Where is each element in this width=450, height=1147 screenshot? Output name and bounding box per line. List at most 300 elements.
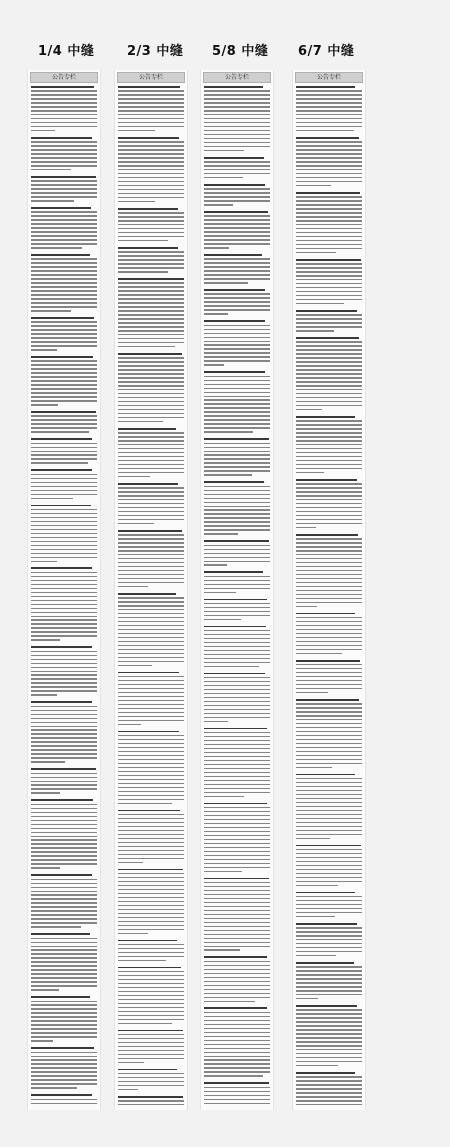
text-line	[118, 330, 184, 331]
text-line	[296, 1088, 362, 1089]
text-line	[296, 986, 362, 987]
text-line	[204, 509, 270, 510]
text-line	[31, 714, 97, 715]
text-line	[204, 1095, 270, 1096]
text-line	[204, 1028, 270, 1029]
text-line	[296, 275, 362, 276]
text-line	[118, 220, 184, 221]
text-line	[31, 306, 97, 307]
text-line	[296, 287, 362, 288]
text-line	[31, 176, 96, 178]
text-line	[296, 464, 362, 465]
text-line	[118, 507, 184, 508]
text-line	[31, 411, 96, 413]
text-line	[204, 1007, 267, 1009]
text-line	[296, 869, 362, 870]
text-line	[204, 411, 270, 412]
text-line	[204, 227, 270, 228]
text-line	[31, 1071, 97, 1072]
text-line	[296, 303, 344, 304]
text-line	[296, 1005, 357, 1007]
text-line	[204, 443, 270, 444]
text-line	[296, 606, 317, 607]
text-line	[118, 487, 184, 488]
text-line	[118, 653, 184, 654]
text-line	[204, 329, 270, 330]
text-line	[31, 474, 97, 475]
text-line	[296, 802, 362, 803]
text-line	[204, 1048, 270, 1049]
text-line	[31, 965, 97, 966]
text-line	[296, 165, 362, 166]
text-line	[204, 447, 270, 448]
text-line	[296, 204, 362, 205]
text-line	[204, 859, 270, 860]
text-line	[118, 137, 179, 139]
text-line	[31, 227, 97, 228]
text-line	[31, 580, 97, 581]
text-line	[31, 1024, 97, 1025]
text-line	[31, 451, 97, 452]
text-line	[31, 356, 93, 358]
text-line	[118, 114, 184, 115]
text-line	[204, 748, 270, 749]
text-line	[204, 114, 270, 115]
text-line	[31, 933, 90, 935]
text-line	[31, 832, 97, 833]
text-line	[204, 902, 270, 903]
text-line	[296, 916, 335, 917]
text-line	[296, 1057, 362, 1058]
text-line	[296, 216, 362, 217]
text-line	[204, 403, 270, 404]
text-line	[204, 843, 270, 844]
text-line	[118, 578, 184, 579]
text-line	[31, 498, 73, 499]
text-line	[118, 110, 184, 111]
text-line	[31, 341, 97, 342]
text-line	[296, 401, 362, 402]
text-line	[296, 310, 357, 312]
text-line	[31, 458, 97, 459]
text-line	[31, 820, 97, 821]
text-line	[296, 1104, 362, 1105]
text-line	[204, 1071, 270, 1072]
text-line	[31, 1040, 53, 1041]
text-line	[118, 716, 184, 717]
text-line	[118, 373, 184, 374]
text-line	[204, 376, 270, 377]
text-line	[204, 642, 270, 643]
text-line	[296, 998, 318, 999]
text-line	[204, 360, 270, 361]
text-line	[204, 654, 270, 655]
text-line	[204, 352, 270, 353]
text-line	[118, 601, 184, 602]
text-line	[204, 278, 270, 279]
text-line	[296, 727, 362, 728]
text-line	[31, 847, 97, 848]
text-line	[118, 1104, 184, 1105]
text-line	[31, 753, 97, 754]
text-line	[31, 298, 97, 299]
text-line	[204, 188, 270, 189]
text-line	[31, 469, 92, 471]
text-line	[31, 509, 97, 510]
text-line	[31, 812, 97, 813]
text-line	[204, 894, 270, 895]
text-line	[296, 177, 362, 178]
text-line	[204, 431, 253, 432]
text-line	[118, 684, 184, 685]
text-line	[31, 525, 97, 526]
text-line	[204, 407, 270, 408]
text-line	[31, 710, 97, 711]
text-line	[118, 377, 184, 378]
text-line	[31, 729, 97, 730]
text-line	[296, 1045, 362, 1046]
text-line	[204, 458, 270, 459]
text-line	[118, 94, 184, 95]
text-line	[118, 440, 184, 441]
text-line	[296, 487, 362, 488]
text-line	[118, 720, 184, 721]
text-line	[118, 542, 184, 543]
text-line	[118, 767, 184, 768]
text-line	[31, 836, 97, 837]
text-line	[204, 211, 268, 213]
text-line	[204, 364, 224, 365]
text-line	[204, 438, 269, 440]
text-line	[204, 490, 270, 491]
text-line	[296, 173, 362, 174]
text-line	[296, 1100, 362, 1101]
text-line	[296, 1033, 362, 1034]
text-line	[31, 737, 97, 738]
text-line	[296, 684, 362, 685]
text-line	[296, 200, 362, 201]
text-line	[31, 600, 97, 601]
text-line	[296, 130, 354, 131]
text-line	[31, 1063, 97, 1064]
text-line	[118, 838, 184, 839]
text-line	[296, 955, 336, 956]
text-line	[118, 929, 184, 930]
text-line	[204, 110, 270, 111]
text-line	[31, 879, 97, 880]
text-line	[204, 196, 270, 197]
text-line	[204, 126, 270, 127]
text-line	[118, 921, 184, 922]
text-line	[204, 297, 270, 298]
text-line	[118, 1077, 184, 1078]
text-line	[204, 549, 270, 550]
text-line	[118, 436, 184, 437]
text-line	[118, 263, 184, 264]
text-line	[31, 646, 92, 648]
text-line	[31, 1020, 97, 1021]
text-line	[204, 776, 270, 777]
text-line	[118, 743, 184, 744]
text-line	[296, 637, 362, 638]
text-line	[296, 122, 362, 123]
text-line	[204, 985, 270, 986]
text-line	[204, 1036, 270, 1037]
text-line	[31, 384, 97, 385]
text-line	[204, 529, 270, 530]
text-line	[296, 330, 334, 331]
text-line	[296, 181, 362, 182]
text-line	[296, 456, 362, 457]
text-line	[31, 126, 97, 127]
text-line	[296, 436, 362, 437]
text-line	[296, 106, 362, 107]
text-line	[296, 814, 362, 815]
text-line	[296, 680, 362, 681]
text-line	[296, 244, 362, 245]
text-line	[118, 282, 184, 283]
text-line	[118, 791, 184, 792]
text-line	[118, 130, 155, 131]
text-line	[31, 110, 97, 111]
text-line	[204, 906, 270, 907]
text-line	[296, 723, 362, 724]
text-line	[296, 660, 360, 662]
text-line	[296, 126, 362, 127]
text-line	[118, 401, 184, 402]
text-line	[204, 173, 270, 174]
text-line	[296, 904, 362, 905]
text-line	[296, 974, 362, 975]
text-line	[204, 571, 263, 573]
text-line	[118, 255, 184, 256]
text-line	[296, 341, 362, 342]
text-line	[204, 98, 270, 99]
text-line	[296, 428, 362, 429]
text-line	[296, 228, 362, 229]
text-line	[296, 409, 322, 410]
text-line	[118, 971, 184, 972]
text-line	[118, 885, 184, 886]
column-header: 公告专栏	[30, 72, 98, 83]
text-line	[31, 922, 97, 923]
text-line	[296, 161, 362, 162]
text-line	[204, 161, 270, 162]
text-line	[118, 735, 184, 736]
text-line	[296, 295, 362, 296]
text-line	[118, 181, 184, 182]
text-line	[118, 775, 184, 776]
text-line	[31, 784, 97, 785]
text-line	[296, 826, 362, 827]
text-line	[31, 513, 97, 514]
text-line	[118, 157, 184, 158]
text-line	[31, 843, 97, 844]
text-line	[296, 1096, 362, 1097]
text-line	[118, 637, 184, 638]
text-line	[204, 592, 236, 593]
text-line	[296, 110, 362, 111]
text-line	[204, 588, 270, 589]
text-line	[31, 639, 60, 640]
text-line	[296, 405, 362, 406]
text-line	[31, 215, 97, 216]
text-line	[118, 177, 184, 178]
text-line	[118, 165, 184, 166]
text-line	[204, 867, 270, 868]
text-line	[204, 1091, 270, 1092]
text-line	[118, 948, 184, 949]
text-line	[118, 881, 184, 882]
text-line	[31, 235, 97, 236]
text-line	[296, 641, 362, 642]
text-line	[118, 224, 184, 225]
text-line	[204, 784, 270, 785]
text-line	[118, 983, 184, 984]
text-line	[118, 558, 184, 559]
text-line	[118, 597, 184, 598]
text-line	[296, 751, 362, 752]
text-line	[31, 400, 97, 401]
text-line	[204, 926, 270, 927]
text-line	[296, 326, 362, 327]
text-line	[204, 219, 270, 220]
text-line	[296, 923, 357, 925]
text-line	[296, 849, 362, 850]
text-line	[31, 855, 97, 856]
text-line	[31, 254, 90, 256]
text-line	[296, 499, 362, 500]
text-line	[296, 483, 362, 484]
text-line	[204, 736, 270, 737]
text-line	[296, 590, 362, 591]
text-line	[118, 161, 184, 162]
text-line	[296, 935, 362, 936]
text-line	[118, 995, 184, 996]
text-line	[204, 90, 270, 91]
text-line	[31, 1052, 97, 1053]
text-line	[296, 495, 362, 496]
text-line	[296, 735, 362, 736]
text-line	[204, 752, 270, 753]
text-line	[31, 768, 96, 770]
text-line	[204, 728, 267, 730]
text-line	[31, 282, 97, 283]
text-line	[296, 527, 316, 528]
text-line	[296, 822, 362, 823]
text-line	[204, 851, 270, 852]
text-line	[31, 910, 97, 911]
text-line	[204, 258, 270, 259]
text-line	[118, 334, 184, 335]
text-line	[296, 885, 338, 886]
text-line	[118, 724, 141, 725]
text-line	[31, 561, 57, 562]
text-line	[296, 834, 362, 835]
text-line	[204, 545, 270, 546]
text-line	[31, 1001, 97, 1002]
text-line	[204, 313, 228, 314]
text-line	[204, 949, 240, 950]
text-line	[31, 674, 97, 675]
text-line	[296, 554, 362, 555]
text-line	[296, 314, 362, 315]
text-line	[31, 957, 97, 958]
text-line	[118, 657, 184, 658]
text-line	[204, 309, 270, 310]
text-line	[118, 582, 184, 583]
text-line	[204, 540, 269, 542]
text-line	[204, 918, 270, 919]
text-line	[296, 692, 328, 693]
text-line	[31, 682, 97, 683]
text-line	[204, 289, 265, 291]
text-line	[204, 685, 270, 686]
text-line	[118, 680, 184, 681]
text-line	[296, 185, 331, 186]
text-line	[204, 638, 270, 639]
text-line	[31, 839, 97, 840]
text-line	[118, 381, 184, 382]
text-line	[31, 521, 97, 522]
text-line	[296, 892, 355, 894]
text-line	[296, 546, 362, 547]
text-line	[31, 663, 97, 664]
text-line	[118, 779, 184, 780]
text-line	[296, 337, 359, 339]
text-line	[31, 799, 93, 801]
text-line	[31, 690, 97, 691]
text-line	[31, 145, 97, 146]
text-line	[204, 169, 270, 170]
text-line	[118, 413, 184, 414]
text-line	[296, 774, 355, 776]
text-line	[204, 914, 270, 915]
text-line	[31, 623, 97, 624]
text-line	[204, 922, 270, 923]
text-line	[204, 517, 270, 518]
text-line	[118, 676, 184, 677]
text-line	[204, 102, 270, 103]
text-line	[118, 342, 184, 343]
text-line	[31, 184, 97, 185]
text-line	[204, 839, 270, 840]
text-line	[118, 629, 184, 630]
text-line	[118, 755, 184, 756]
text-line	[204, 521, 270, 522]
text-line	[204, 973, 270, 974]
text-line	[118, 574, 184, 575]
text-line	[31, 733, 97, 734]
text-line	[204, 392, 270, 393]
text-line	[118, 468, 184, 469]
text-line	[31, 949, 97, 950]
text-line	[296, 283, 362, 284]
text-line	[204, 1016, 270, 1017]
text-line	[31, 364, 97, 365]
text-line	[204, 956, 267, 958]
text-line	[296, 947, 362, 948]
text-line	[31, 627, 97, 628]
text-line	[118, 448, 184, 449]
text-line	[31, 211, 97, 212]
text-line	[31, 141, 97, 142]
text-line	[296, 982, 362, 983]
text-line	[31, 651, 97, 652]
text-line	[204, 811, 270, 812]
text-line	[31, 423, 97, 424]
text-line	[118, 472, 184, 473]
